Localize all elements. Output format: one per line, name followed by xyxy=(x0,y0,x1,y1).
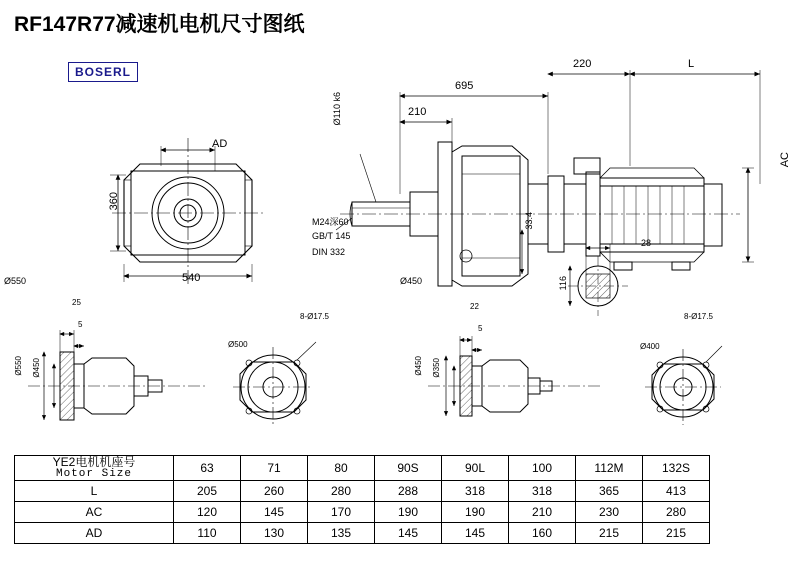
dim-v450b: Ø450 xyxy=(414,356,423,376)
brand-logo: BOSERL xyxy=(68,62,138,82)
dim-33-4: 33.4 xyxy=(524,212,534,230)
table-cell: 145 xyxy=(375,523,442,544)
dim-L: L xyxy=(688,58,695,70)
dim-5-right: 5 xyxy=(478,324,483,333)
table-cell: 205 xyxy=(174,481,241,502)
view-flange-left-section xyxy=(28,330,205,420)
table-cell: 135 xyxy=(308,523,375,544)
table-cell: 280 xyxy=(308,481,375,502)
table-col-header: 90L xyxy=(442,456,509,481)
table-cell: 215 xyxy=(643,523,710,544)
dim-AD: AD xyxy=(212,138,228,150)
dim-shaft-dia: Ø110 k6 xyxy=(332,92,342,126)
dim-25: 25 xyxy=(72,298,81,307)
note-standard-din332: DIN 332 xyxy=(312,247,346,257)
table-row xyxy=(15,502,710,523)
table-cell: 318 xyxy=(442,481,509,502)
technical-drawing xyxy=(0,34,800,454)
table-cell: 120 xyxy=(174,502,241,523)
table-cell: 280 xyxy=(643,502,710,523)
table-cell: 145 xyxy=(241,502,308,523)
view-flange-face-500 xyxy=(233,342,316,427)
page-title: RF147R77减速机电机尺寸图纸 xyxy=(14,13,305,36)
table-row-label: L xyxy=(15,481,174,502)
table-cell: 318 xyxy=(509,481,576,502)
table-cell: 145 xyxy=(442,523,509,544)
dim-v400: Ø400 xyxy=(640,342,660,351)
dim-flange-450: Ø450 xyxy=(400,276,423,286)
dim-holes-left: 8-Ø17.5 xyxy=(300,312,329,321)
dim-holes-right: 8-Ø17.5 xyxy=(684,312,713,321)
table-col-header: 90S xyxy=(375,456,442,481)
table-col-header: 80 xyxy=(308,456,375,481)
dim-AC: AC xyxy=(779,152,791,168)
table-col-header: 63 xyxy=(174,456,241,481)
dim-v500: Ø500 xyxy=(228,340,248,349)
dim-116: 116 xyxy=(558,276,568,291)
dim-540: 540 xyxy=(182,272,201,284)
view-ad-end xyxy=(110,138,264,286)
table-cell: 210 xyxy=(509,502,576,523)
dim-5-left: 5 xyxy=(78,320,83,329)
dim-28: 28 xyxy=(641,238,652,248)
table-cell: 110 xyxy=(174,523,241,544)
table-cell: 215 xyxy=(576,523,643,544)
table-cell: 230 xyxy=(576,502,643,523)
dim-22: 22 xyxy=(470,302,479,311)
table-cell: 260 xyxy=(241,481,308,502)
dim-695: 695 xyxy=(455,80,474,92)
table-col-header: 132S xyxy=(643,456,710,481)
view-flange-right-section xyxy=(428,336,600,416)
dim-360: 360 xyxy=(108,192,120,211)
table-row-header-label xyxy=(15,456,174,481)
dim-210: 210 xyxy=(408,106,427,118)
dim-220: 220 xyxy=(573,58,592,70)
dim-v450: Ø450 xyxy=(32,358,41,378)
table-cell: 170 xyxy=(308,502,375,523)
table-col-header: 100 xyxy=(509,456,576,481)
note-thread-m24: M24深60 xyxy=(312,217,349,227)
dim-flange-550: Ø550 xyxy=(4,276,27,286)
table-row xyxy=(15,481,710,502)
table-cell: 130 xyxy=(241,523,308,544)
table-col-header: 112M xyxy=(576,456,643,481)
view-flange-face-400 xyxy=(645,346,722,425)
header-label-en: Motor Size xyxy=(55,467,132,480)
spec-table xyxy=(14,455,710,544)
table-row-label: AD xyxy=(15,523,174,544)
header-label-cn: YE2电机机座号 xyxy=(52,455,136,469)
table-cell: 190 xyxy=(442,502,509,523)
table-cell: 288 xyxy=(375,481,442,502)
dim-v350: Ø350 xyxy=(432,358,441,378)
table-row-label: AC xyxy=(15,502,174,523)
table-col-header: 71 xyxy=(241,456,308,481)
table-cell: 160 xyxy=(509,523,576,544)
table-cell: 365 xyxy=(576,481,643,502)
table-row xyxy=(15,523,710,544)
note-standard-gbt145: GB/T 145 xyxy=(312,231,351,241)
table-row-header xyxy=(15,456,710,481)
table-cell: 413 xyxy=(643,481,710,502)
table-cell: 190 xyxy=(375,502,442,523)
dim-v550: Ø550 xyxy=(14,356,23,376)
